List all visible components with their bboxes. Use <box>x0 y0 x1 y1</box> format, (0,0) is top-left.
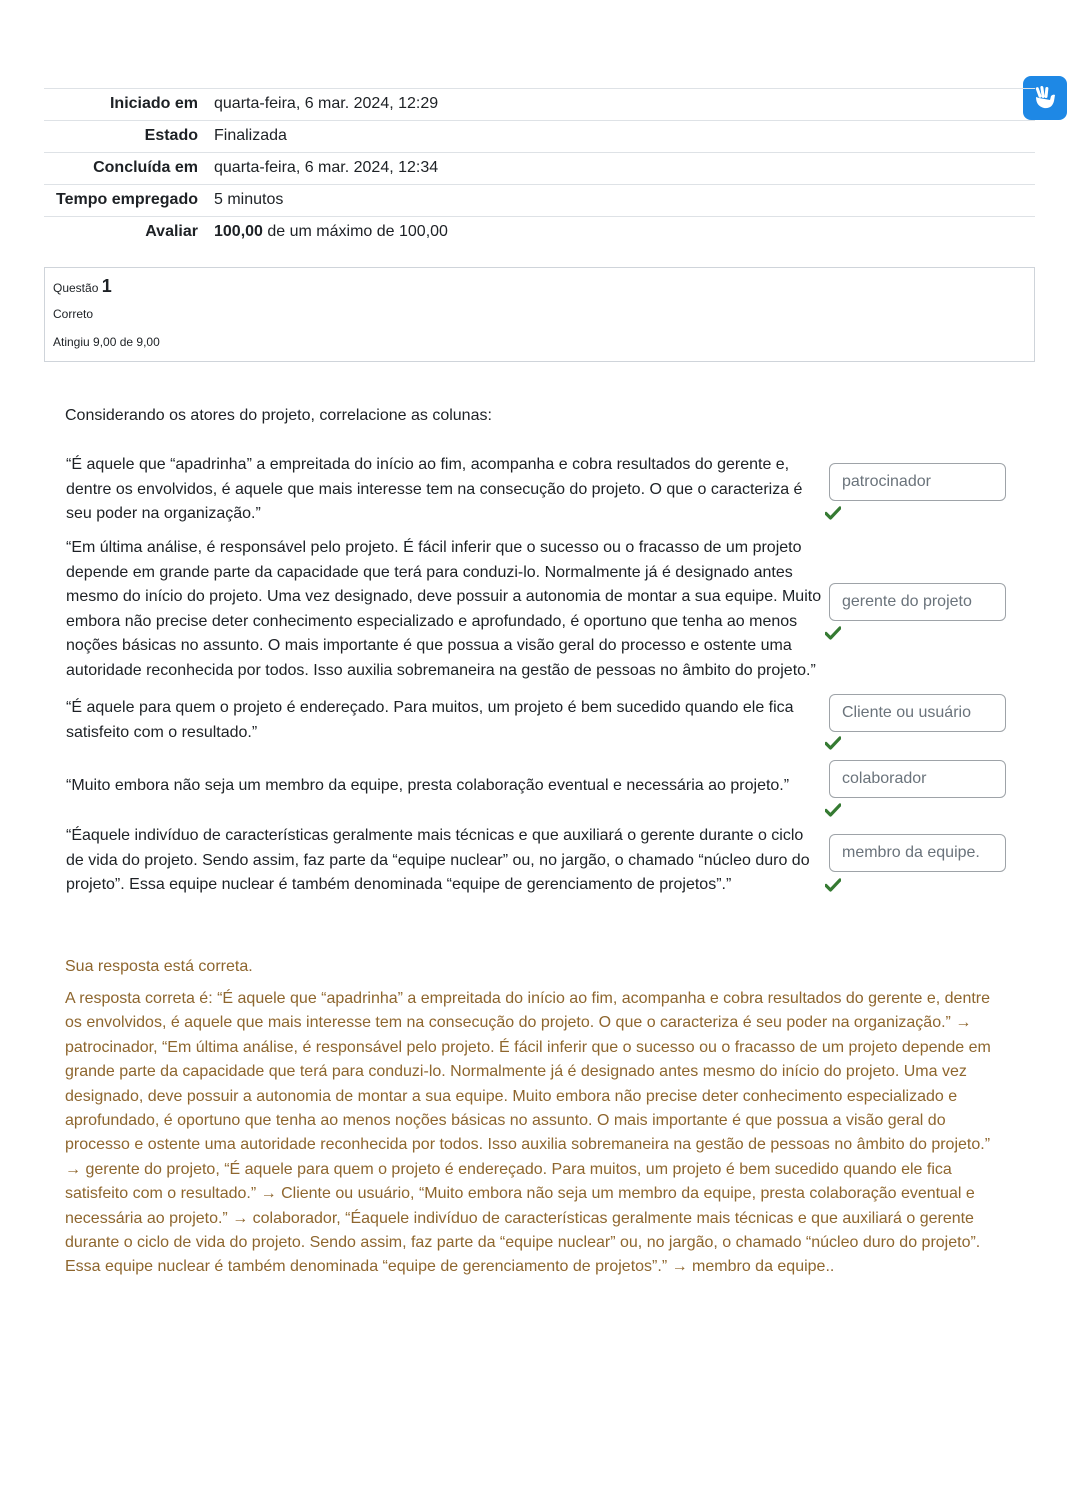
feedback-correct-message: Sua resposta está correta. <box>65 958 253 975</box>
question-number-value: 1 <box>101 276 112 296</box>
question-mark: Atingiu 9,00 de 9,00 <box>53 335 160 349</box>
check-icon <box>825 626 841 640</box>
check-icon <box>825 736 841 750</box>
question-state: Correto <box>53 307 94 321</box>
summary-label: Avaliar <box>44 217 214 249</box>
question-text: Considerando os atores do projeto, correlacione as colunas: <box>65 407 492 424</box>
summary-row-completed <box>44 153 1035 185</box>
question-info-box <box>44 267 1035 362</box>
check-icon <box>825 506 841 520</box>
match-answer-select[interactable]: Cliente ou usuário <box>829 694 1006 732</box>
match-answer-select[interactable]: patrocinador <box>829 463 1006 501</box>
sign-language-hands-icon <box>1031 84 1059 112</box>
question-number <box>53 276 112 297</box>
summary-row-started <box>44 89 1035 121</box>
summary-label: Estado <box>44 121 214 153</box>
summary-label: Tempo empregado <box>44 185 214 217</box>
feedback-right-answer: A resposta correta é: “É aquele que “apadrinha” a empreitada do início ao fim, acompanha e cobra resultados do gerente e, dentre os envolvidos, é aquele que mais interesse tem na consecução do projeto. O que o caracteriza é seu poder na organização.” → patrocinador, “Em última análise, é responsável pelo projeto. É fácil inferir que o sucesso ou o fracasso de um projeto depende em grande parte da capacidade que terá para conduzi-lo. Normalmente já é designado antes mesmo do início do projeto. Uma vez designado, deve possuir a autonomia de montar a sua equipe. Muito embora não precise deter conhecimento especializado e aprofundado, é oportuno que tenha ao menos noções básicas no assunto. O mais importante é que possua a visão geral do processo e ostente uma autoridade reconhecida por todos. Isso auxilia sobremaneira na gestão de pessoas no âmbito do projeto.” → gerente do projeto, “É aquele para quem o projeto é endereçado. Para muitos, um projeto é bem sucedido quando ele fica satisfeito com o resultado.” → Cliente ou usuário, “Muito embora não seja um membro da equipe, presta colaboração eventual e necessária ao projeto.” → colaborador, “Éaquele indivíduo de características geralmente mais técnicas e que auxiliará o gerente durante o ciclo de vida do projeto. Sendo assim, faz parte da “equipe nuclear” ou, no jargão, o chamado “núcleo duro do projeto”. Essa equipe nuclear é também denominada “equipe de gerenciamento de projetos”.” → membro da equipe.. <box>65 990 991 1276</box>
summary-row-state <box>44 121 1035 153</box>
check-icon <box>825 878 841 892</box>
match-stem: “Em última análise, é responsável pelo projeto. É fácil inferir que o sucesso ou o fracasso de um projeto depende em grande parte da capacidade que terá para conduzi-lo. Normalmente já é designado antes mesmo do início do projeto. Uma vez designado, deve possuir a autonomia de montar a sua equipe. Muito embora não precise deter conhecimento especializado e aprofundado, é oportuno que tenha ao menos noções básicas no assunto. O mais importante é que possua a visão geral do processo e ostente uma autoridade reconhecida por todos. Isso auxilia sobremaneira na gestão de pessoas no âmbito do projeto.” <box>66 539 822 679</box>
match-answer-select[interactable]: gerente do projeto <box>829 583 1006 621</box>
match-stem: “É aquele para quem o projeto é endereçado. Para muitos, um projeto é bem sucedido quando ele fica satisfeito com o resultado.” <box>66 699 794 741</box>
summary-value: Finalizada <box>214 121 1035 153</box>
summary-row-time-taken <box>44 185 1035 217</box>
match-answer-select[interactable]: colaborador <box>829 760 1006 798</box>
attempt-summary-table <box>44 88 1035 248</box>
summary-label: Concluída em <box>44 153 214 185</box>
grade-score: 100,00 <box>214 223 263 240</box>
summary-value: quarta-feira, 6 mar. 2024, 12:29 <box>214 89 1035 121</box>
question-number-prefix: Questão <box>53 281 102 295</box>
summary-value <box>214 217 1035 249</box>
match-stem: “Éaquele indivíduo de características geralmente mais técnicas e que auxiliará o gerente durante o ciclo de vida do projeto. Sendo assim, faz parte da “equipe nuclear” ou, no jargão, o chamado “núcleo duro do projeto”. Essa equipe nuclear é também denominada “equipe de gerenciamento de projetos”.” <box>66 827 810 893</box>
summary-row-grade <box>44 217 1035 249</box>
summary-value: 5 minutos <box>214 185 1035 217</box>
summary-value: quarta-feira, 6 mar. 2024, 12:34 <box>214 153 1035 185</box>
check-icon <box>825 803 841 817</box>
match-answer-select[interactable]: membro da equipe. <box>829 834 1006 872</box>
summary-label: Iniciado em <box>44 89 214 121</box>
grade-max: de um máximo de 100,00 <box>262 223 448 240</box>
match-stem: “Muito embora não seja um membro da equipe, presta colaboração eventual e necessária ao projeto.” <box>66 777 790 794</box>
match-stem: “É aquele que “apadrinha” a empreitada do início ao fim, acompanha e cobra resultados do gerente e, dentre os envolvidos, é aquele que mais interesse tem na consecução do projeto. O que o caracteriza é seu poder na organização.” <box>66 456 803 522</box>
